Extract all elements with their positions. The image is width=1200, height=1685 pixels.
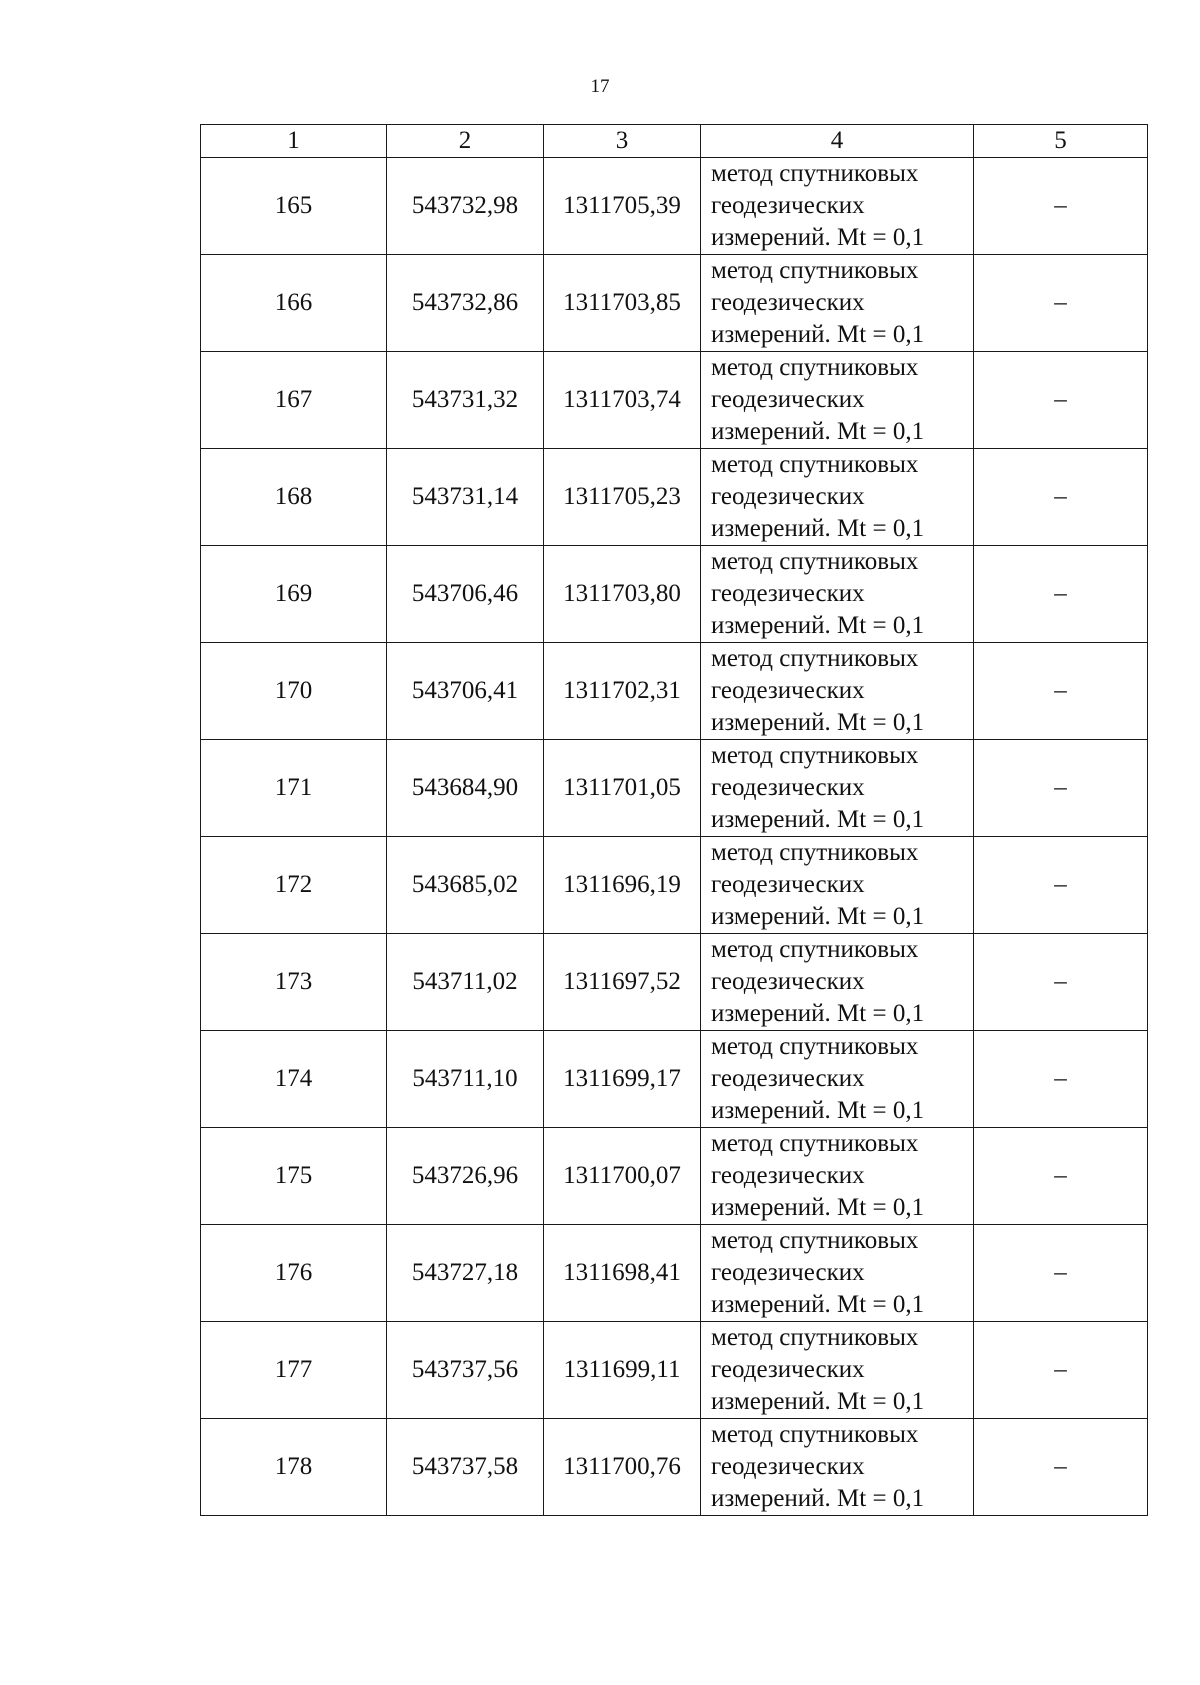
header-col-3: 3 — [544, 125, 701, 158]
header-col-4: 4 — [701, 125, 974, 158]
method-cell: метод спутниковых геодезических измерений. Mt = 0,1 — [701, 1419, 974, 1516]
point-number-cell: 177 — [201, 1322, 387, 1419]
x-coordinate-cell: 543711,02 — [387, 934, 544, 1031]
method-cell: метод спутниковых геодезических измерений. Mt = 0,1 — [701, 643, 974, 740]
point-number-cell: 172 — [201, 837, 387, 934]
y-coordinate-cell: 1311701,05 — [544, 740, 701, 837]
y-coordinate-cell: 1311696,19 — [544, 837, 701, 934]
y-coordinate-cell: 1311702,31 — [544, 643, 701, 740]
table-row — [201, 255, 1148, 352]
point-number-cell: 168 — [201, 449, 387, 546]
point-number-cell: 171 — [201, 740, 387, 837]
table-body — [201, 158, 1148, 1516]
table-row — [201, 1031, 1148, 1128]
method-cell: метод спутниковых геодезических измерений. Mt = 0,1 — [701, 740, 974, 837]
method-cell: метод спутниковых геодезических измерений. Mt = 0,1 — [701, 546, 974, 643]
table-row — [201, 1322, 1148, 1419]
table-row — [201, 158, 1148, 255]
point-number-cell: 176 — [201, 1225, 387, 1322]
point-number-cell: 178 — [201, 1419, 387, 1516]
x-coordinate-cell: 543706,46 — [387, 546, 544, 643]
method-cell: метод спутниковых геодезических измерений. Mt = 0,1 — [701, 1322, 974, 1419]
coordinates-table — [200, 124, 1148, 1516]
method-cell: метод спутниковых геодезических измерений. Mt = 0,1 — [701, 255, 974, 352]
method-cell: метод спутниковых геодезических измерений. Mt = 0,1 — [701, 1128, 974, 1225]
y-coordinate-cell: 1311697,52 — [544, 934, 701, 1031]
y-coordinate-cell: 1311705,39 — [544, 158, 701, 255]
note-cell: – — [974, 740, 1148, 837]
x-coordinate-cell: 543685,02 — [387, 837, 544, 934]
table-row — [201, 546, 1148, 643]
x-coordinate-cell: 543737,58 — [387, 1419, 544, 1516]
note-cell: – — [974, 255, 1148, 352]
x-coordinate-cell: 543727,18 — [387, 1225, 544, 1322]
note-cell: – — [974, 546, 1148, 643]
table-row — [201, 352, 1148, 449]
note-cell: – — [974, 1031, 1148, 1128]
point-number-cell: 170 — [201, 643, 387, 740]
x-coordinate-cell: 543737,56 — [387, 1322, 544, 1419]
table-row — [201, 643, 1148, 740]
method-cell: метод спутниковых геодезических измерений. Mt = 0,1 — [701, 158, 974, 255]
note-cell: – — [974, 1128, 1148, 1225]
method-cell: метод спутниковых геодезических измерений. Mt = 0,1 — [701, 837, 974, 934]
point-number-cell: 174 — [201, 1031, 387, 1128]
note-cell: – — [974, 352, 1148, 449]
x-coordinate-cell: 543726,96 — [387, 1128, 544, 1225]
method-cell: метод спутниковых геодезических измерений. Mt = 0,1 — [701, 1225, 974, 1322]
table-row — [201, 740, 1148, 837]
x-coordinate-cell: 543731,14 — [387, 449, 544, 546]
point-number-cell: 169 — [201, 546, 387, 643]
x-coordinate-cell: 543684,90 — [387, 740, 544, 837]
note-cell: – — [974, 1322, 1148, 1419]
y-coordinate-cell: 1311700,76 — [544, 1419, 701, 1516]
method-cell: метод спутниковых геодезических измерений. Mt = 0,1 — [701, 1031, 974, 1128]
method-cell: метод спутниковых геодезических измерений. Mt = 0,1 — [701, 934, 974, 1031]
note-cell: – — [974, 1225, 1148, 1322]
note-cell: – — [974, 158, 1148, 255]
table-header-row — [201, 125, 1148, 158]
x-coordinate-cell: 543731,32 — [387, 352, 544, 449]
y-coordinate-cell: 1311699,11 — [544, 1322, 701, 1419]
y-coordinate-cell: 1311703,85 — [544, 255, 701, 352]
point-number-cell: 165 — [201, 158, 387, 255]
table-row — [201, 934, 1148, 1031]
y-coordinate-cell: 1311703,80 — [544, 546, 701, 643]
note-cell: – — [974, 643, 1148, 740]
table-row — [201, 1128, 1148, 1225]
note-cell: – — [974, 449, 1148, 546]
x-coordinate-cell: 543711,10 — [387, 1031, 544, 1128]
header-col-1: 1 — [201, 125, 387, 158]
y-coordinate-cell: 1311703,74 — [544, 352, 701, 449]
note-cell: – — [974, 837, 1148, 934]
x-coordinate-cell: 543706,41 — [387, 643, 544, 740]
point-number-cell: 173 — [201, 934, 387, 1031]
table-row — [201, 837, 1148, 934]
point-number-cell: 175 — [201, 1128, 387, 1225]
point-number-cell: 167 — [201, 352, 387, 449]
page-number: 17 — [590, 76, 610, 97]
y-coordinate-cell: 1311700,07 — [544, 1128, 701, 1225]
method-cell: метод спутниковых геодезических измерений. Mt = 0,1 — [701, 352, 974, 449]
point-number-cell: 166 — [201, 255, 387, 352]
y-coordinate-cell: 1311698,41 — [544, 1225, 701, 1322]
note-cell: – — [974, 934, 1148, 1031]
header-col-2: 2 — [387, 125, 544, 158]
table-row — [201, 449, 1148, 546]
x-coordinate-cell: 543732,86 — [387, 255, 544, 352]
header-col-5: 5 — [974, 125, 1148, 158]
x-coordinate-cell: 543732,98 — [387, 158, 544, 255]
y-coordinate-cell: 1311699,17 — [544, 1031, 701, 1128]
table-row — [201, 1225, 1148, 1322]
table-row — [201, 1419, 1148, 1516]
method-cell: метод спутниковых геодезических измерений. Mt = 0,1 — [701, 449, 974, 546]
y-coordinate-cell: 1311705,23 — [544, 449, 701, 546]
note-cell: – — [974, 1419, 1148, 1516]
